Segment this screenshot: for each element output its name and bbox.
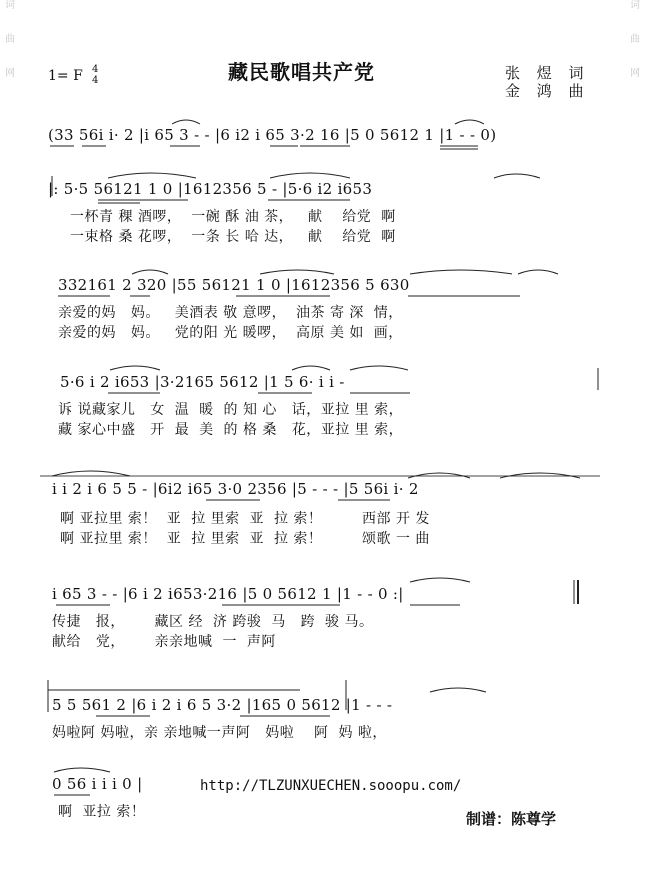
lyric-line: 藏 家心中盛 开 最 美 的 格 桑 花，亚拉 里 索， <box>58 422 404 438</box>
composer-credit: 金 鸿 曲 <box>505 82 590 100</box>
notation-line: 332161 2 320 |55 56121 1 0 |1612356 5 630 <box>58 276 410 294</box>
lyric-line: 献给 党， 亲亲地喊 一 声阿 <box>52 634 276 650</box>
watermark-text: 网 <box>5 68 15 79</box>
website-url: http://TLZUNXUECHEN.sooopu.com/ <box>200 778 462 794</box>
lyric-line: 妈啦阿 妈啦，亲 亲地喊一声阿 妈啦 阿 妈 啦， <box>52 725 387 741</box>
lyric-line: 诉 说藏家儿 女 温 暖 的 知 心 话，亚拉 里 索， <box>58 402 404 418</box>
watermark-text: 曲 <box>5 34 15 45</box>
lyric-line: 传捷 报， 藏区 经 济 跨骏 马 跨 骏 马。 <box>52 614 374 630</box>
lyric-line: 啊 亚拉里 索！ 亚 拉 里索 亚 拉 索！ 西部 开 发 <box>60 511 430 527</box>
notation-line: 0 56 i i i 0 | <box>52 775 143 793</box>
watermark-text: 词 <box>5 0 15 11</box>
notation-line: |: 5·5 56121 1 0 |1612356 5 - |5·6 i2 i653 <box>48 180 373 198</box>
key-signature: 1= F <box>48 68 83 84</box>
lyric-line: 一杯青 稞 酒啰， 一碗 酥 油 茶， 献 给党 啊 <box>70 209 396 225</box>
notation-line: 5 5 561 2 |6 i 2 i 6 5 3·2 |165 0 5612 |1 - - - <box>52 696 393 714</box>
notation-line: (33 56i i· 2 |i 65 3 - - |6 i2 i 65 3·2 16 |5 0 5612 1 |1 - - 0) <box>48 126 497 144</box>
lyricist-credit: 张 煜 词 <box>505 64 590 82</box>
lyric-line: 啊 亚拉里 索！ 亚 拉 里索 亚 拉 索！ 颂歌 一 曲 <box>60 531 430 547</box>
lyric-line: 亲爱的妈 妈。 美酒表 敬 意啰， 油茶 寄 深 情， <box>58 305 403 321</box>
song-title: 藏民歌唱共产党 <box>228 60 375 84</box>
time-signature-top: 4 <box>92 64 99 75</box>
score-maker: 制谱：陈尊学 <box>466 810 557 828</box>
watermark-text: 词 <box>630 0 640 11</box>
notation-line: i 65 3 - - |6 i 2 i653·216 |5 0 5612 1 |1 - - 0 :| <box>52 585 404 603</box>
time-signature-bottom: 4 <box>92 75 99 86</box>
lyric-line: 亲爱的妈 妈。 党的阳 光 暖啰， 高原 美 如 画， <box>58 325 403 341</box>
notation-line: i i 2 i 6 5 5 - |6i2 i65 3·0 2356 |5 - - - |5 56i i· 2 <box>52 480 419 498</box>
lyric-line: 啊 亚拉 索！ <box>58 804 146 820</box>
lyric-line: 一束格 桑 花啰， 一条 长 哈 达， 献 给党 啊 <box>70 229 396 245</box>
watermark-text: 曲 <box>630 34 640 45</box>
watermark-text: 网 <box>630 68 640 79</box>
notation-line: 5·6 i 2 i653 |3·2165 5612 |1 5 6· i i - <box>60 373 345 391</box>
